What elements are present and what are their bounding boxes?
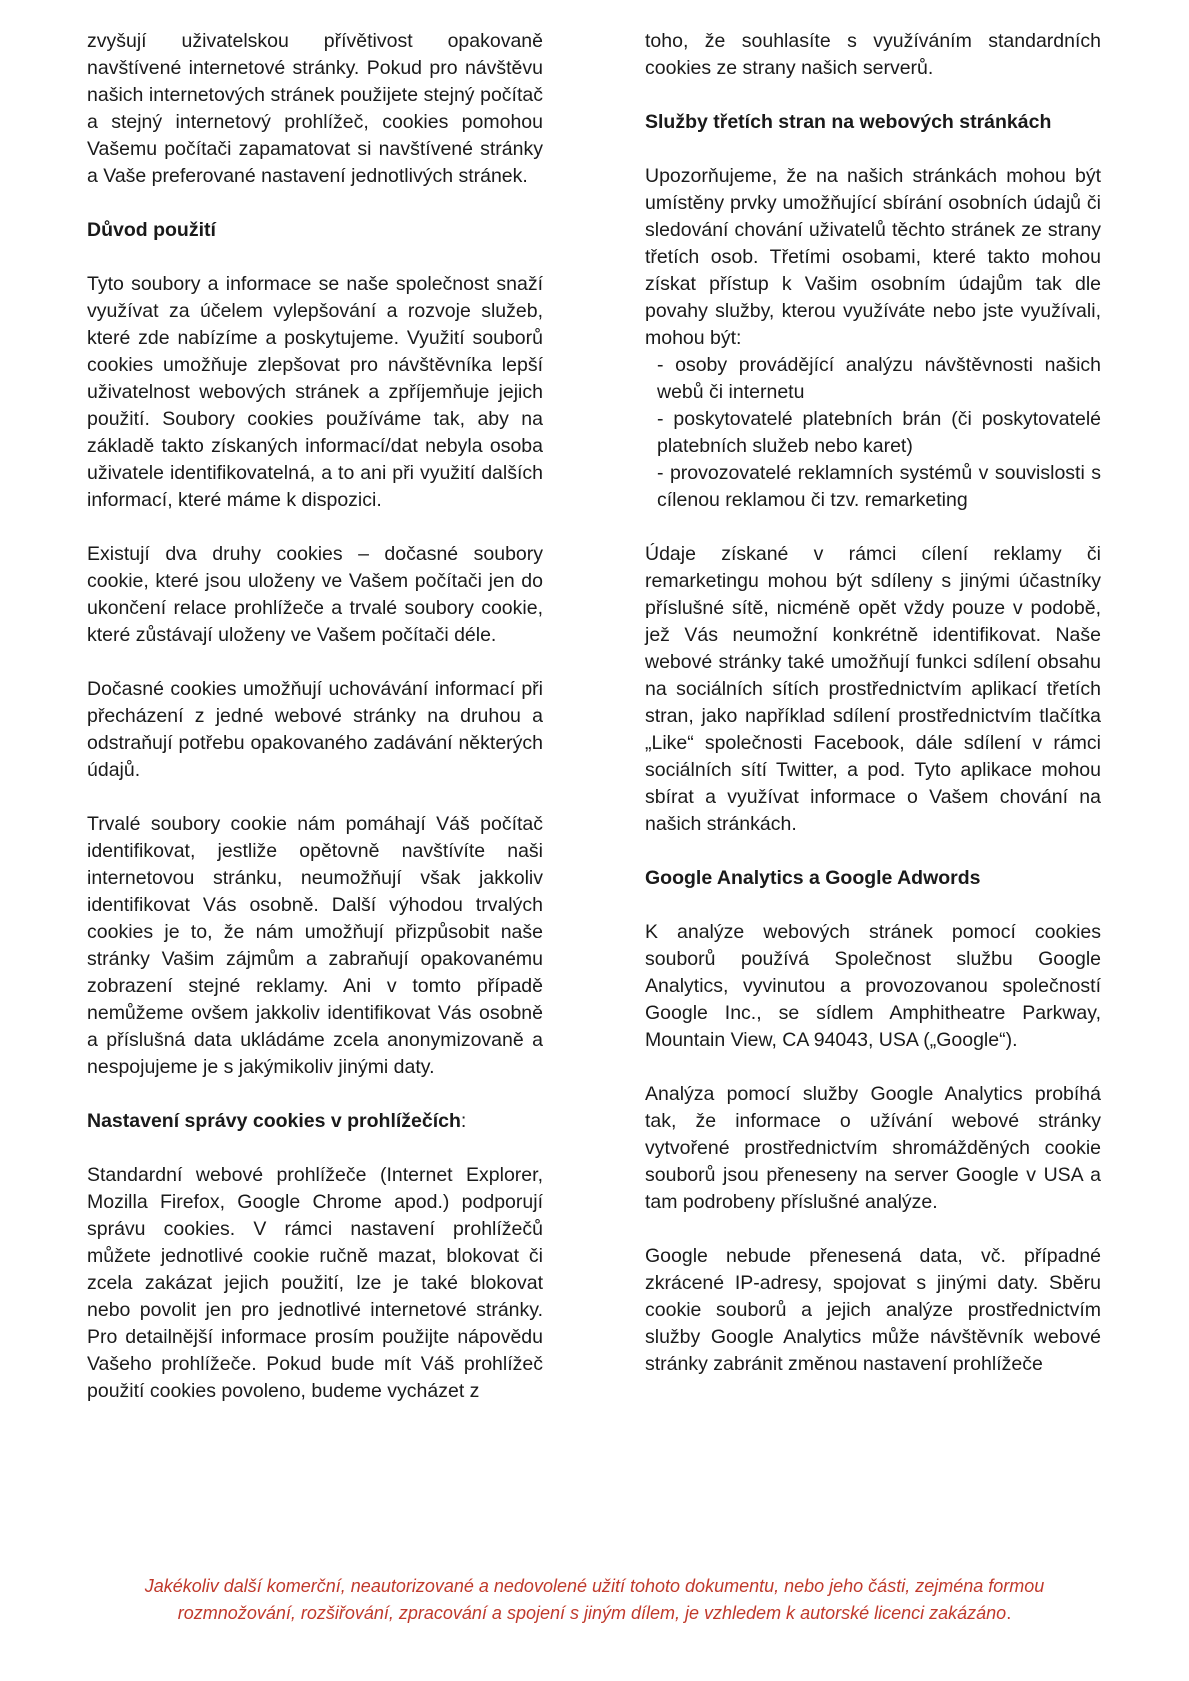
list-item: - osoby provádějící analýzu návštěvnosti našich webů či internetu [657,354,1101,403]
paragraph-docasne-cookies: Dočasné cookies umožňují uchovávání informací při přecházení z jedné webové stránky na druhou a odstraňují potřebu opakovaného zadávání některých údajů. [87,678,543,781]
paragraph-nastaveni: Standardní webové prohlížeče (Internet Explorer, Mozilla Firefox, Google Chrome apod.) podporují správu cookies. V rámci nastavení prohlížečů můžete jednotlivé cookie ručně mazat, blokovat či zcela zakázat jejich použití, lze je také blokovat nebo povolit jen pro jednotlivé internetové stránky. Pro detailnější informace prosím použijte nápovědu Vašeho prohlížeče. Pokud bude mít Váš prohlížeč použití cookies povoleno, budeme vycházet z [87,1164,543,1402]
heading-google-analytics: Google Analytics a Google Adwords [645,867,981,889]
footer-period: . [1006,1603,1012,1623]
paragraph-google-analytics: K analýze webových stránek pomocí cookies souborů používá Společnost službu Google Analytics, vyvinutou a provozovanou společností Google Inc., se sídlem Amphitheatre Parkway, Mountain View, CA 94043, USA („Google“). [645,921,1101,1051]
list-item: - provozovatelé reklamních systémů v souvislosti s cílenou reklamou či tzv. remarketing [657,462,1101,511]
heading-duvod-pouziti: Důvod použití [87,219,216,241]
heading-nastaveni-text: Nastavení správy cookies v prohlížečích [87,1110,461,1132]
paragraph-duvod: Tyto soubory a informace se naše společnost snaží využívat za účelem vylepšování a rozvoje služeb, které zde nabízíme a poskytujeme. Využití souborů cookies umožňuje zlepšovat pro návštěvníka lepší uživatelnost webových stránek a zpříjemňuje jejich použití. Soubory cookies používáme tak, aby na základě takto získaných informací/dat nebyla osoba uživatele identifikovatelná, a to ani při využití dalších informací, které máme k dispozici. [87,273,543,511]
heading-sluzby-tretich-stran: Služby třetích stran na webových stránkách [645,111,1052,133]
paragraph-druhy-cookies: Existují dva druhy cookies – dočasné soubory cookie, které jsou uloženy ve Vašem počítači jen do ukončení relace prohlížeče a trvalé soubory cookie, které zůstávají uloženy ve Vašem počítači déle. [87,543,543,646]
heading-nastaveni-colon: : [460,1110,467,1132]
right-column [645,28,1101,1378]
footer-line-2-text: rozmnožování, rozšiřování, zpracování a spojení s jiným dílem, je vzhledem k autorské licenci zakázáno [177,1603,1007,1623]
paragraph-udaje-remarketing: Údaje získané v rámci cílení reklamy či remarketingu mohou být sdíleny s jinými účastníky příslušné sítě, nicméně opět vždy pouze v podobě, jež Vás neumožní konkrétně identifikovat. Naše webové stránky také umožňují funkci sdílení obsahu na sociálních sítích prostřednictvím aplikací třetích stran, jako například sdílení prostřednictvím tlačítka „Like“ společnosti Facebook, dále sdílení v rámci sociálních sítí Twitter, a pod. Tyto aplikace mohou sbírat a využívat informace o Vašem chování na našich stránkách. [645,543,1101,835]
paragraph-analyza: Analýza pomocí služby Google Analytics probíhá tak, že informace o užívání webové stránky vytvořené prostřednictvím shromážděných cookie souborů jsou přeneseny na server Google v USA a tam podrobeny příslušné analýze. [645,1083,1101,1213]
left-column [87,28,543,1405]
third-party-list [645,352,1101,514]
heading-nastaveni-cookies [87,1108,543,1135]
paragraph-trvale-cookies: Trvalé soubory cookie nám pomáhají Váš počítač identifikovat, jestliže opětovně navštívíte naši internetovou stránku, neumožňují však jakkoliv identifikovat Vás osobně. Další výhodou trvalých cookies je to, že nám umožňují přizpůsobit naše stránky Vašim zájmům a zabraňují opakovanému zobrazení stejné reklamy. Ani v tomto případě nemůžeme ovšem jakkoliv identifikovat Vás osobně a příslušná data ukládáme zcela anonymizovaně a nespojujeme je s jakýmikoliv jinými daty. [87,813,543,1078]
license-footer [60,1573,1129,1627]
footer-line-2 [60,1600,1129,1627]
paragraph-google-data: Google nebude přenesená data, vč. případné zkrácené IP-adresy, spojovat s jinými daty. Sběru cookie souborů a jejich analýze prostřednictvím služby Google Analytics může návštěvník webové stránky zabránit změnou nastavení prohlížeče [645,1245,1101,1375]
footer-line-1: Jakékoliv další komerční, neautorizované a nedovolené užití tohoto dokumentu, nebo jeho části, zejména formou [144,1576,1045,1596]
paragraph-intro: zvyšují uživatelskou přívětivost opakovaně navštívené internetové stránky. Pokud pro návštěvu našich internetových stránek použijete stejný počítač a stejný internetový prohlížeč, cookies pomohou Vašemu počítači zapamatovat si navštívené stránky a Vaše preferované nastavení jednotlivých stránek. [87,30,543,187]
paragraph-treti-strany: Upozorňujeme, že na našich stránkách mohou být umístěny prvky umožňující sbírání osobních údajů či sledování chování uživatelů těchto stránek ze strany třetích osob. Třetími osobami, které takto mohou získat přístup k Vašim osobním údajům tak dle povahy služby, kterou využíváte nebo jste využívali, mohou být: [645,165,1101,349]
paragraph-continuation: toho, že souhlasíte s využíváním standardních cookies ze strany našich serverů. [645,30,1101,79]
list-item: - poskytovatelé platebních brán (či poskytovatelé platebních služeb nebo karet) [657,408,1101,457]
